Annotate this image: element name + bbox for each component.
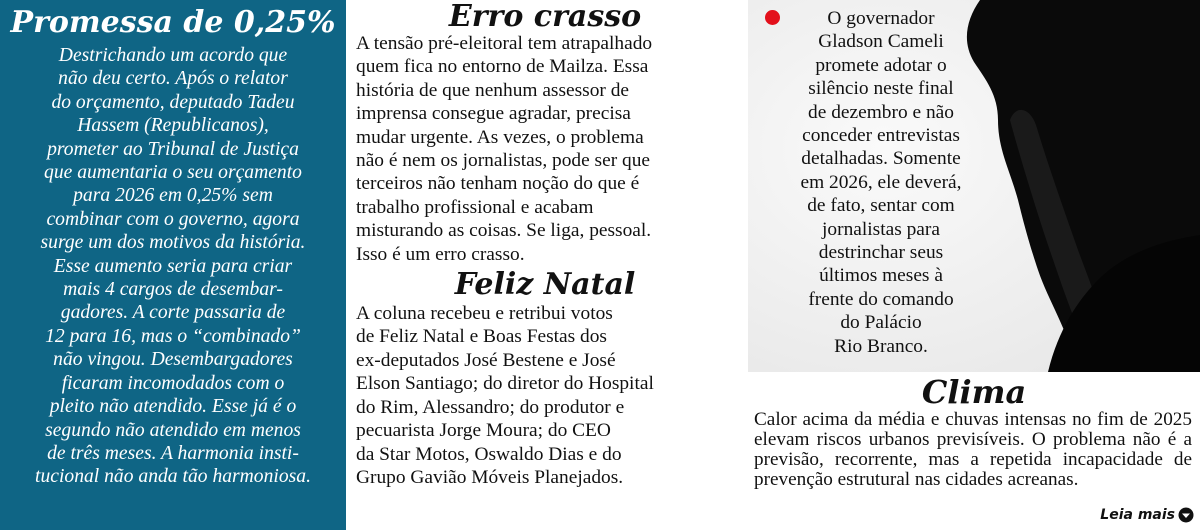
silhouette-photo (748, 0, 1200, 372)
left-column (0, 0, 346, 530)
leia-mais-link[interactable] (1100, 507, 1194, 523)
clima-section (748, 372, 1200, 490)
photo-caption: O governador Gladson Cameli promete adotar o silêncio neste final de dezembro e não conceder entrevistas detalhadas. Somente em 2026, ele deverá, de fato, sentar com jornalistas para destrinchar seus últimos meses à frente do comando do Palácio Rio Branco. (800, 8, 962, 357)
feliz-natal-body: A coluna recebeu e retribui votos de Feliz Natal e Boas Festas dos ex-deputados José Bestene e José Elson Santiago; do diretor do Hospital do Rim, Alessandro; do produtor e pecuarista Jorge Moura; do CEO da Star Motos, Oswaldo Dias e do Grupo Gavião Móveis Planejados. (356, 303, 654, 488)
middle-column (348, 0, 740, 530)
arrow-down-circle-icon (1178, 507, 1194, 523)
erro-crasso-title: Erro crasso (448, 0, 642, 34)
right-column (748, 0, 1200, 530)
left-column-body: Destrichando um acordo que não deu certo. Após o relator do orçamento, deputado Tadeu Hassem (Republicanos), prometer ao Tribunal de Justiça que aumentaria o seu orçamento para 2026 em 0,25% sem combinar com o governo, agora surge um dos motivos da história. Esse aumento seria para criar mais 4 cargos de desembar- gadores. A corte passaria de 12 para 16, mas o “combinado” não vingou. Desembargadores ficaram incomodados com o pleito não atendido. Esse já é o segundo não atendido em menos de três meses. A harmonia insti- tucional não anda tão harmoniosa. (35, 45, 311, 488)
clima-title: Clima (921, 373, 1027, 411)
clima-body: Calor acima da média e chuvas intensas no fim de 2025 elevam riscos urbanos previsíveis. O problema não é a previsão, recorrente, mas a repetida incapacidade de prevenção estrutural nas cidades acreanas. (754, 409, 1192, 490)
erro-crasso-body: A tensão pré-eleitoral tem atrapalhado quem fica no entorno de Mailza. Essa história de que nenhum assessor de imprensa consegue agradar, precisa mudar urgente. As vezes, o problema não é nem os jornalistas, pode ser que terceiros não tenham noção do que é trabalho profissional e acabam misturando as coisas. Se liga, pessoal. Isso é um erro crasso. (356, 33, 653, 265)
leia-mais-label: Leia mais (1100, 507, 1175, 523)
feliz-natal-title: Feliz Natal (454, 267, 636, 303)
left-column-title: Promessa de 0,25% (10, 5, 336, 40)
